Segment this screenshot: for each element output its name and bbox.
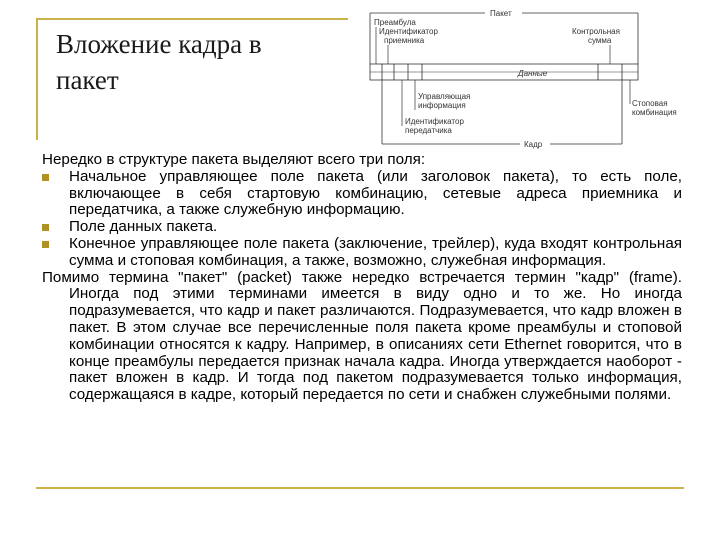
title-accent-horizontal <box>36 18 348 20</box>
square-bullet-icon <box>42 224 49 231</box>
bottom-divider <box>36 487 684 489</box>
packet-frame-diagram <box>360 4 690 150</box>
data-field-label: Данные <box>518 69 548 78</box>
receiver-label-1: Идентификатор <box>379 27 438 36</box>
intro-text: Нередко в структуре пакета выделяют всего три поля: <box>42 151 426 168</box>
control-label-1: Управляющая <box>418 92 471 101</box>
sender-label-1: Идентификатор <box>405 117 464 126</box>
slide-title <box>56 26 262 98</box>
bullet-item-1 <box>42 169 682 219</box>
square-bullet-icon <box>42 174 49 181</box>
slide-body <box>42 152 682 404</box>
square-bullet-icon <box>42 241 49 248</box>
bullet-text-2: Поле данных пакета. <box>69 218 218 236</box>
receiver-label-2: приемника <box>384 36 425 45</box>
frame-packet-paragraph: Помимо термина "пакет" (packet) также нередко встречается термин "кадр" (frame). Иногда под этими терминами имеется в виду одно и то же. Но иногда подразумевается, что кадр и пакет различаются. Подразумевается, что кадр вложен в пакет. В этом случае все перечисленные поля пакета кроме преамбулы и стоповой комбинации относятся к кадру. Например, в описаниях сети Ethernet говорится, что в конце преамбулы передается признак начала кадра. Иногда утверждается наоборот - пакет вложен в кадр. И тогда под пакетом подразумевается только информация, содержащаяся в кадре, который передается по сети и снабжен служебными полями. <box>42 268 682 404</box>
title-accent-vertical <box>36 18 38 140</box>
control-label-2: информация <box>418 101 466 110</box>
bullet-item-2 <box>42 219 682 236</box>
stop-label-1: Стоповая <box>632 99 668 108</box>
stop-label-2: комбинация <box>632 108 677 117</box>
bullet-text-3: Конечное управляющее поле пакета (заключение, трейлер), куда входят контрольная сумма и стоповая комбинация, а также, возможно, служебная информация. <box>69 234 682 269</box>
title-line-2: пакет <box>56 65 119 95</box>
checksum-label-1: Контрольная <box>572 27 620 36</box>
packet-label: Пакет <box>490 9 512 18</box>
frame-label: Кадр <box>524 140 543 149</box>
bullet-item-3 <box>42 236 682 270</box>
title-line-1: Вложение кадра в <box>56 29 262 59</box>
preamble-label: Преамбула <box>374 18 416 27</box>
checksum-label-2: сумма <box>588 36 612 45</box>
sender-label-2: передатчика <box>405 126 452 135</box>
bullet-text-1: Начальное управляющее поле пакета (или заголовок пакета), то есть поле, включающее в себя стартовую комбинацию, сетевые адреса приемника и передатчика, а также служебную информацию. <box>69 167 682 219</box>
